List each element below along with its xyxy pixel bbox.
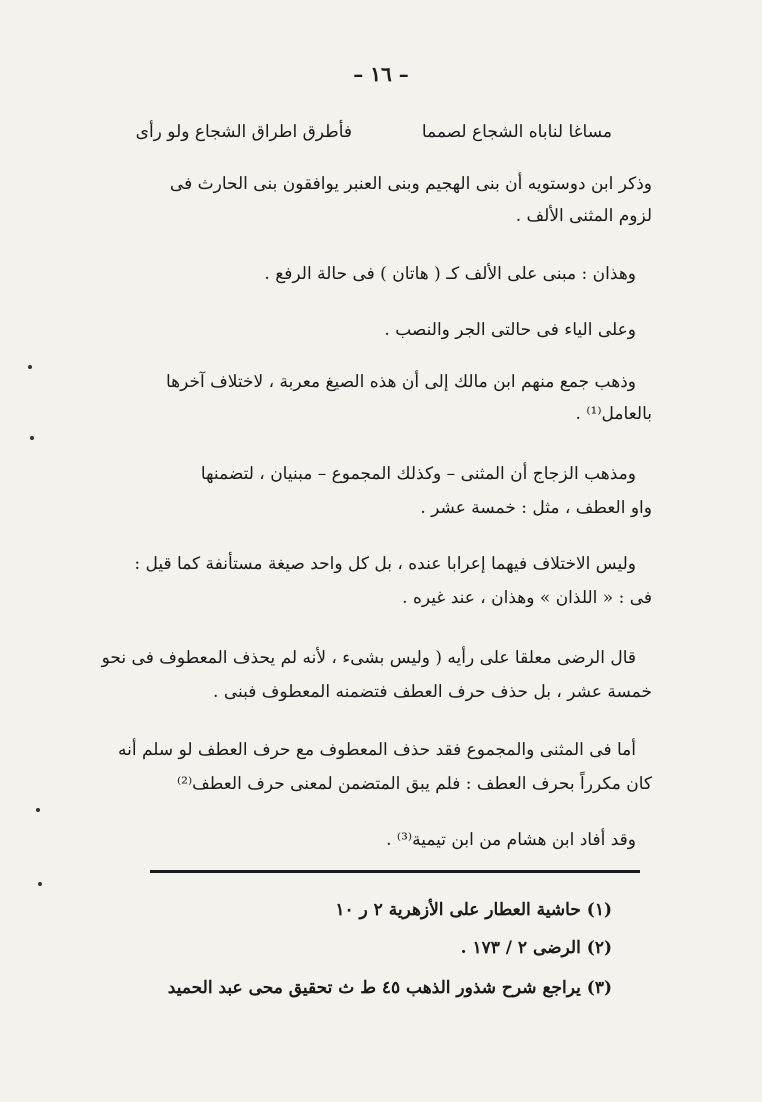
body-line: وعلى الياء فى حالتى الجر والنصب . (384, 320, 636, 340)
scan-speck (36, 808, 40, 812)
body-line: قال الرضى معلقا على رأيه ( وليس بشىء ، لأنه لم يحذف المعطوف فى نحو (101, 648, 636, 668)
footnote-divider (150, 870, 640, 873)
body-line: ومذهب الزجاج أن المثنى – وكذلك المجموع – مبنيان ، لتضمنها (200, 464, 636, 484)
scan-speck (28, 365, 32, 369)
scan-speck (38, 882, 42, 886)
footnote: (١) حاشية العطار على الأزهرية ٢ ر ١٠ (335, 900, 612, 920)
body-line: كان مكرراً بحرف العطف : فلم يبق المتضمن لمعنى حرف العطف⁽²⁾ (176, 774, 652, 794)
body-line: لزوم المثنى الألف . (515, 206, 652, 226)
body-line: وذهب جمع منهم ابن مالك إلى أن هذه الصيغ معربة ، لاختلاف آخرها (165, 372, 636, 392)
body-line: فى : « اللذان » وهذان ، عند غيره . (402, 588, 652, 608)
scan-speck (30, 436, 34, 440)
footnote: (٣) يراجع شرح شذور الذهب ٤٥ ط ث تحقيق محى عبد الحميد (167, 978, 612, 998)
verse-first-hemistich: فأطرق اطراق الشجاع ولو رأى (135, 122, 352, 142)
body-line: وليس الاختلاف فيهما إعرابا عنده ، بل كل واحد صيغة مستأنفة كما قيل : (134, 554, 636, 574)
body-line: واو العطف ، مثل : خمسة عشر . (420, 498, 652, 518)
verse-second-hemistich: مساغا لناباه الشجاع لصمما (421, 122, 612, 142)
body-line: وقد أفاد ابن هشام من ابن تيمية⁽³⁾ . (386, 830, 636, 850)
footnote: (٢) الرضى ٢ / ١٧٣ . (460, 938, 612, 958)
body-line: وهذان : مبنى على الألف كـ ( هاتان ) فى حالة الرفع . (264, 264, 636, 284)
body-line: خمسة عشر ، بل حذف حرف العطف فتضمنه المعطوف فبنى . (213, 682, 652, 702)
body-line: أما فى المثنى والمجموع فقد حذف المعطوف مع حرف العطف لو سلم أنه (118, 740, 636, 760)
body-line: وذكر ابن دوستويه أن بنى الهجيم وبنى العنبر يوافقون بنى الحارث فى (169, 174, 652, 194)
body-line: بالعامل⁽¹⁾ . (575, 404, 652, 424)
page-number: – ١٦ – (353, 62, 409, 86)
